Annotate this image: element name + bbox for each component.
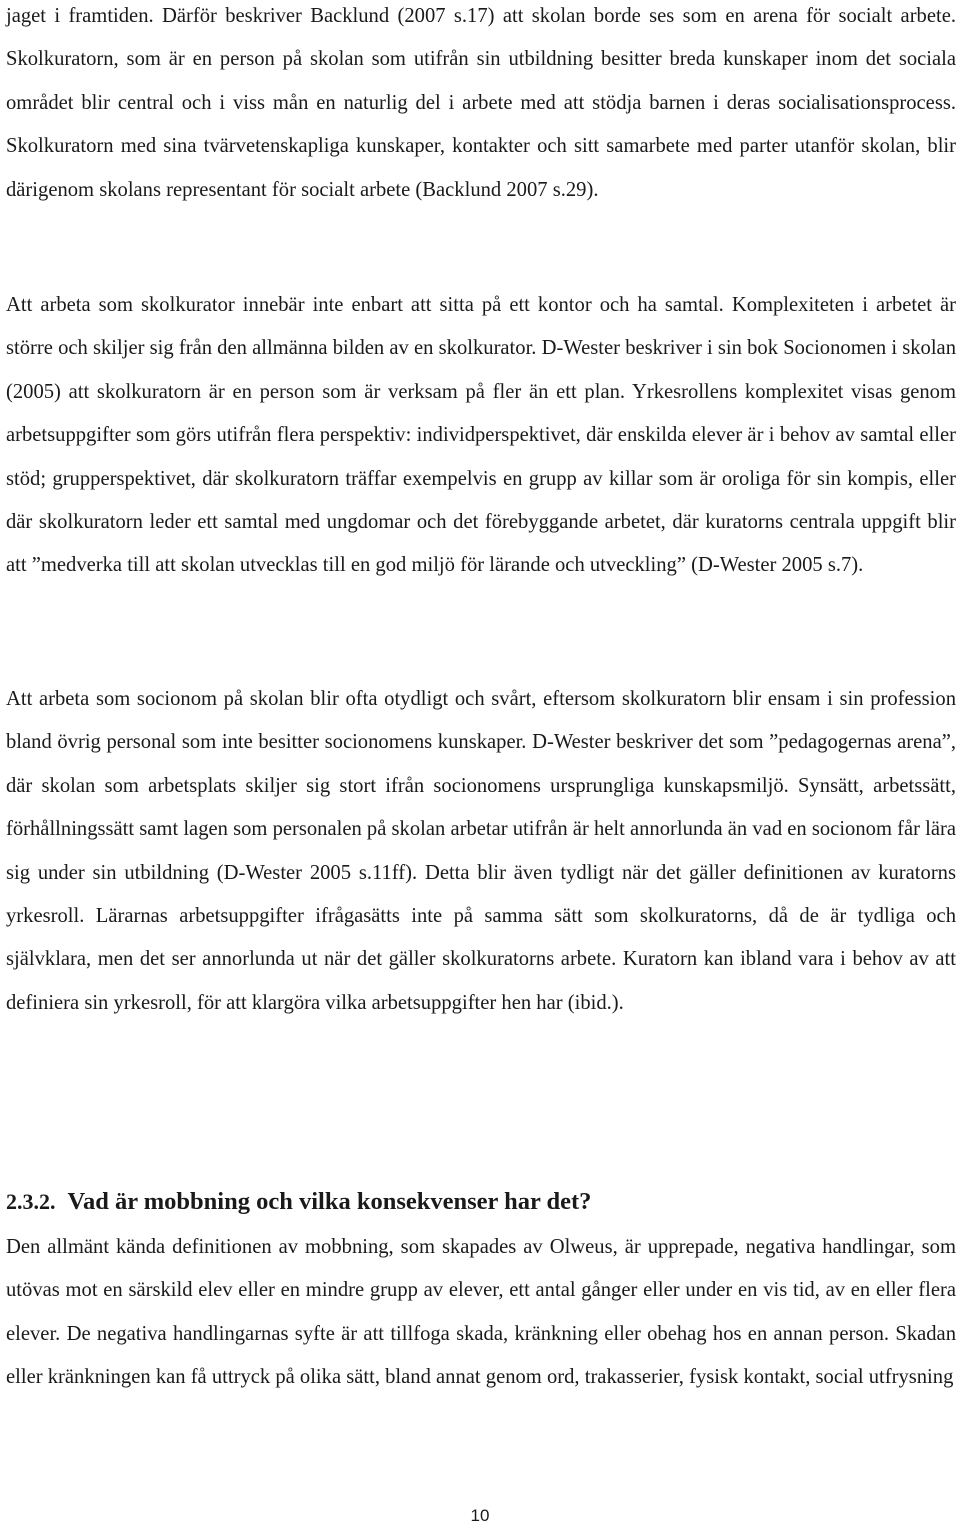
section-title: Vad är mobbning och vilka konsekvenser har det?: [67, 1188, 592, 1215]
section-heading: [6, 1177, 956, 1227]
paragraph-3: Att arbeta som socionom på skolan blir ofta otydligt och svårt, eftersom skolkuratorn blir ensam i sin profession bland övrig personal som inte besitter socionomens kunskaper. D-Wester beskriver det som ”pedagogernas arena”, där skolan som arbetsplats skiljer sig stort ifrån socionomens ursprungliga kunskapsmiljö. Synsätt, arbetssätt, förhållningssätt samt lagen som personalen på skolan arbetar utifrån är helt annorlunda än vad en socionom får lära sig under sin utbildning (D-Wester 2005 s.11ff). Detta blir även tydligt när det gäller definitionen av kuratorns yrkesroll. Lärarnas arbetsuppgifter ifrågasätts inte på samma sätt som skolkuratorns, då de är tydliga och självklara, men det ser annorlunda ut när det gäller skolkuratorns arbete. Kuratorn kan ibland vara i behov av att definiera sin yrkesroll, för att klargöra vilka arbetsuppgifter hen har (ibid.).: [6, 688, 956, 1014]
paragraph-4: Den allmänt kända definitionen av mobbning, som skapades av Olweus, är upprepade, negativa handlingar, som utövas mot en särskild elev eller en mindre grupp av elever, ett antal gånger eller under en vis tid, av en eller flera elever. De negativa handlingarnas syfte är att tillfoga skada, kränkning eller obehag hos en annan person. Skadan eller kränkningen kan få uttryck på olika sätt, bland annat genom ord, trakasserier, fysisk kontakt, social utfrysning: [6, 1236, 956, 1389]
paragraph-2: Att arbeta som skolkurator innebär inte enbart att sitta på ett kontor och ha samtal. Komplexiteten i arbetet är större och skiljer sig från den allmänna bilden av en skolkurator. D-Wester beskriver i sin bok Socionomen i skolan (2005) att skolkuratorn är en person som är verksam på fler än ett plan. Yrkesrollens komplexitet visas genom arbetsuppgifter som görs utifrån flera perspektiv: individperspektivet, där enskilda elever är i behov av samtal eller stöd; grupperspektivet, där skolkuratorn träffar exempelvis en grupp av killar som är oroliga för sin kompis, eller där skolkuratorn leder ett samtal med ungdomar och det förebyggande arbetet, där kuratorns centrala uppgift blir att ”medverka till att skolan utvecklas till en god miljö för lärande och utveckling” (D-Wester 2005 s.7).: [6, 294, 956, 577]
paragraph-1: jaget i framtiden. Därför beskriver Backlund (2007 s.17) att skolan borde ses som en arena för socialt arbete. Skolkuratorn, som är en person på skolan som utifrån sin utbildning besitter breda kunskaper inom det sociala området blir central och i viss mån en naturlig del i arbete med att stödja barnen i deras socialisationsprocess. Skolkuratorn med sina tvärvetenskapliga kunskaper, kontakter och sitt samarbete med parter utanför skolan, blir därigenom skolans representant för socialt arbete (Backlund 2007 s.29).: [6, 5, 956, 201]
page-number: 10: [470, 1506, 490, 1525]
section-number: 2.3.2.: [6, 1189, 56, 1214]
